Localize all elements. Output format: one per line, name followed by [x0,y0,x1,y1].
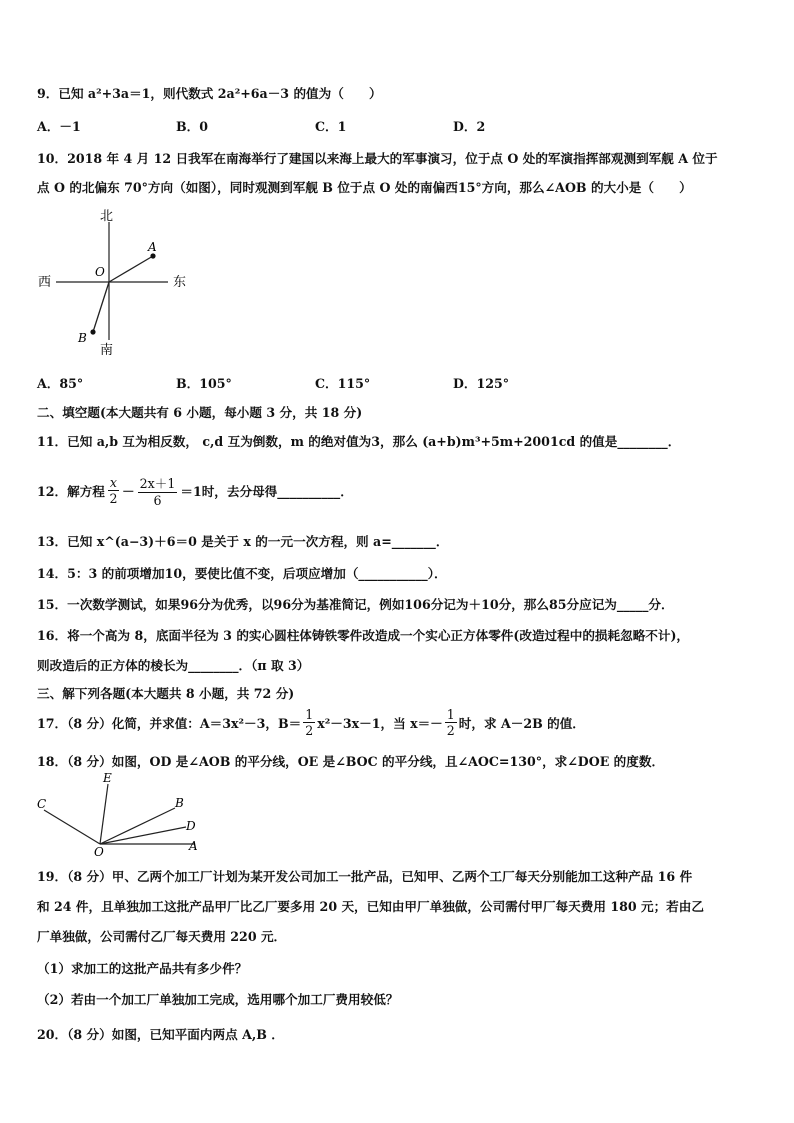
label-b: B [175,796,184,810]
ray-oc [44,810,100,844]
label-south: 南 [100,343,114,358]
q16-line2: 则改造后的正方体的棱长为________．（π 取 3） [37,658,310,673]
q9-option-d: D．2 [453,119,486,134]
q14: 14．5：3 的前项增加10，要使比值不变，后项应增加（___________）． [37,566,447,581]
q10-option-d: D．125° [453,376,510,391]
q9-stem: 9．已知 a²+3a＝1，则代数式 2a²+6a－3 的值为（ ） [37,86,382,101]
point-a [150,253,155,258]
q19-sub1: （1）求加工的这批产品共有多少件？ [37,961,248,976]
q16-line1: 16．将一个高为 8，底面半径为 3 的实心圆柱体铸铁零件改造成一个实心正方体零件(改造过程中的损耗忽略不计)， [37,628,690,643]
angle-figure [34,770,214,856]
ray-od [100,827,186,844]
label-d: D [186,819,196,833]
q12-suffix: ＝1时，去分母得__________． [180,483,353,499]
compass-figure [34,206,194,358]
q17-middle: x²－3x－1，当 x＝－ [317,715,443,731]
q17-prefix: 17．（8 分）化简，并求值：A＝3x²－3，B＝ [37,715,302,731]
q12 [37,470,353,510]
q10-options [0,373,794,389]
q10-option-c: C．115° [315,376,371,391]
q12-fraction-1 [108,475,119,506]
label-north: 北 [100,209,114,224]
q12-frac1-denominator: 2 [109,490,118,506]
q17-frac-b-numerator: 1 [305,706,314,722]
label-e: E [103,771,112,785]
q12-frac2-denominator: 6 [153,492,162,508]
q11: 11．已知 a,b 互为相反数， c,d 互为倒数，m 的绝对值为3，那么 (a+b)m³+5m+2001cd 的值是________． [37,434,681,449]
ray-oe [100,784,108,844]
q17 [37,702,585,742]
q10-stem-line2: 点 O 的北偏东 70°方向（如图），同时观测到军舰 B 位于点 O 处的南偏西15°方向，那么∠AOB 的大小是（ ） [37,180,692,195]
q15: 15．一次数学测试，如果96分为优秀，以96分为基准简记，例如106分记为＋10分，那么85分应记为_____分． [37,597,674,612]
label-b: B [78,331,87,345]
q13: 13．已知 x^(a−3)＋6＝0 是关于 x 的一元一次方程，则 a=_______． [37,534,449,549]
q9-option-c: C．1 [315,119,347,134]
q12-prefix: 12．解方程 [37,483,105,499]
q9-options [0,116,794,132]
q10-option-b: B．105° [176,376,232,391]
point-b [90,329,95,334]
q19-line3: 厂单独做，公司需付乙厂每天费用 220 元． [37,929,287,944]
q9-option-b: B．0 [176,119,209,134]
q12-frac2-numerator: 2x＋1 [138,473,178,493]
q17-suffix: 时，求 A－2B 的值． [458,715,585,731]
label-a: A [148,240,157,254]
ray-ob [100,808,175,844]
q9-option-a: A．－1 [37,119,81,134]
label-origin-o: O [95,265,105,279]
q17-frac-x-numerator: 1 [446,706,455,722]
q10-option-a: A．85° [37,376,84,391]
label-west: 西 [38,275,52,290]
label-c: C [37,797,47,811]
q18-stem: 18．（8 分）如图，OD 是∠AOB 的平分线，OE 是∠BOC 的平分线，且∠AOC=130°，求∠DOE 的度数． [37,754,665,769]
q17-frac-b-denominator: 2 [305,722,314,738]
section-3-heading: 三、解下列各题(本大题共 8 小题，共 72 分) [37,686,295,701]
q12-frac1-numerator: x [109,474,118,490]
q19-sub2: （2）若由一个加工厂单独加工完成，选用哪个加工厂费用较低？ [37,992,399,1007]
q17-fraction-x [445,707,457,738]
q19-line2: 和 24 件，且单独加工这批产品甲厂比乙厂要多用 20 天，已知由甲厂单独做，公司需付甲厂每天费用 180 元；若由乙 [37,899,704,914]
label-a: A [189,839,198,853]
ray-ob [93,282,109,332]
q20: 20．（8 分）如图，已知平面内两点 A,B ． [37,1027,284,1042]
ray-oa [109,256,153,282]
label-east: 东 [173,275,187,290]
q12-fraction-2 [138,473,178,508]
label-o: O [94,845,104,856]
q17-fraction-b [303,707,315,738]
q17-frac-x-denominator: 2 [446,722,455,738]
q12-minus: － [122,483,135,499]
q19-line1: 19．（8 分）甲、乙两个加工厂计划为某开发公司加工一批产品，已知甲、乙两个工厂每天分别能加工这种产品 16 件 [37,869,693,884]
section-2-heading: 二、填空题(本大题共有 6 小题，每小题 3 分，共 18 分) [37,405,363,420]
q10-stem-line1: 10．2018 年 4 月 12 日我军在南海举行了建国以来海上最大的军事演习，位于点 O 处的军演指挥部观测到军舰 A 位于 [37,151,718,166]
